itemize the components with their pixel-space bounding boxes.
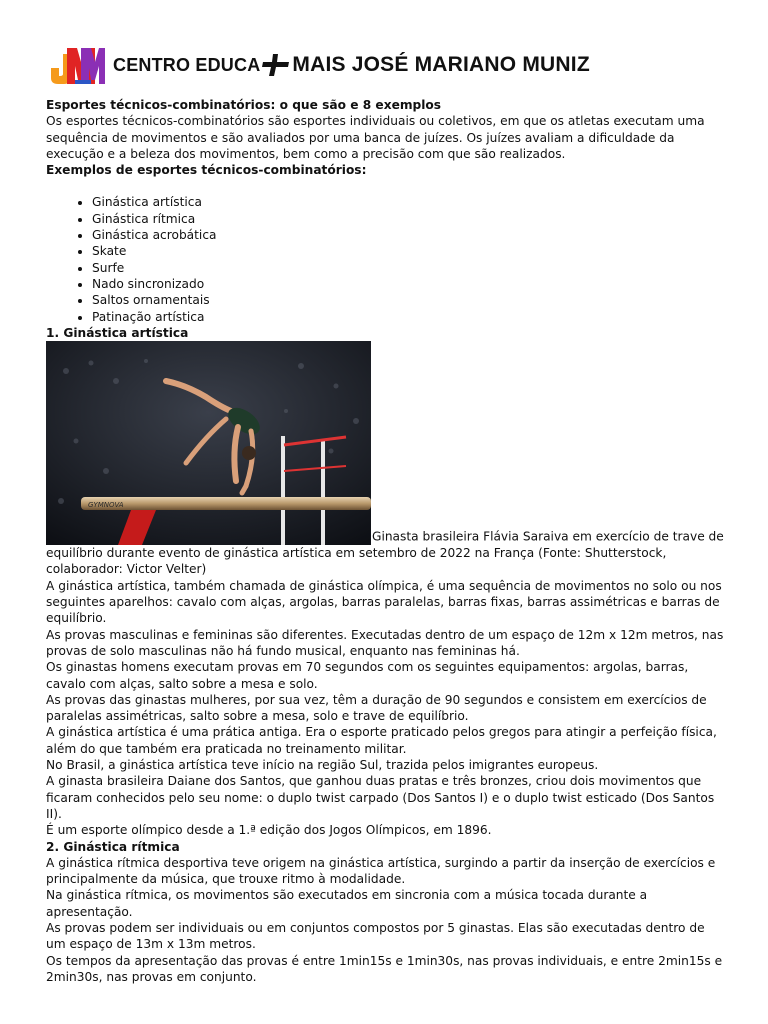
section-2-paragraph: As provas podem ser individuais ou em conjuntos compostos por 5 ginastas. Elas são executadas dentro de um espaço de 13m x 13m metros. (46, 920, 705, 952)
photo-with-caption (46, 341, 726, 578)
list-item: • Surfe (92, 260, 726, 276)
section-1-paragraph: Os ginastas homens executam provas em 70 segundos com os seguintes equipamentos: argolas, barras, cavalo com alças, salto sobre a mesa e solo. (46, 660, 689, 691)
section-1-paragraph: As provas das ginastas mulheres, por sua vez, têm a duração de 90 segundos e consistem em exercícios de paralelas assimétricas, salto sobre a mesa, solo e trave de equilíbrio. (46, 692, 707, 724)
list-item: • Ginástica acrobática (92, 227, 726, 243)
list-item: • Ginástica rítmica (92, 211, 726, 227)
intro-paragraph: Os esportes técnicos-combinatórios são esportes individuais ou coletivos, em que os atletas executam uma sequência de movimentos e são avaliados por uma banca de juízes. Os juízes avaliam a dificuldade da execução e a beleza dos movimentos, bem como a precisão com que são realizados. (46, 114, 705, 161)
jmm-logo-icon (47, 44, 107, 86)
section-1-paragraph: No Brasil, a ginástica artística teve início na região Sul, trazida pelos imigrantes europeus. (46, 758, 599, 773)
article-title: Esportes técnicos-combinatórios: o que são e 8 exemplos (46, 98, 442, 112)
school-name-part-1: CENTRO EDUCA (113, 54, 261, 75)
examples-list (46, 194, 726, 324)
list-item: • Patinação artística (92, 309, 726, 325)
photo-caption: Ginasta brasileira Flávia Saraiva em exercício de trave de equilíbrio durante evento de ginástica artística em setembro de 2022 na França (Fonte: Shutterstock, colaborador: Victor Velter) (46, 529, 724, 577)
school-header (47, 44, 590, 86)
section-1-paragraph: As provas masculinas e femininas são diferentes. Executadas dentro de um espaço de 12m x 12m metros, nas provas de solo masculinas não há fundo musical, enquanto nas femininas há. (46, 627, 724, 658)
beam-brand-label: GYMNOVA (88, 501, 124, 510)
list-item: • Saltos ornamentais (92, 292, 726, 308)
list-item: • Skate (92, 243, 726, 259)
section-1-paragraph: É um esporte olímpico desde a 1.ª edição dos Jogos Olímpicos, em 1896. (46, 823, 492, 838)
section-1-paragraph: A ginasta brasileira Daiane dos Santos, que ganhou duas pratas e três bronzes, criou dois movimentos que ficaram conhecidos pelo seu nome: o duplo twist carpado (Dos Santos I) e o duplo twist esticado (Dos Santos II). (46, 774, 715, 821)
examples-heading: Exemplos de esportes técnicos-combinatórios: (46, 163, 367, 178)
section-1-paragraph: A ginástica artística é uma prática antiga. Era o esporte praticado pelos gregos para atingir a perfeição física, além do que também era praticada no treinamento militar. (46, 725, 717, 756)
plus-icon (261, 52, 291, 78)
section-2-paragraph: A ginástica rítmica desportiva teve origem na ginástica artística, surgindo a partir da inserção de exercícios e principalmente da música, que trouxe ritmo à modalidade. (46, 855, 716, 887)
list-item: • Nado sincronizado (92, 276, 726, 292)
section-2-paragraph: Na ginástica rítmica, os movimentos são executados em sincronia com a música tocada durante a apresentação. (46, 888, 648, 919)
section-1-heading: 1. Ginástica artística (46, 325, 189, 340)
section-2-heading: 2. Ginástica rítmica (46, 839, 180, 854)
article-body (46, 97, 726, 985)
list-item: • Ginástica artística (92, 194, 726, 210)
school-name (113, 52, 590, 78)
gymnast-balance-beam-photo (46, 341, 371, 545)
school-name-part-2: MAIS JOSÉ MARIANO MUNIZ (292, 53, 590, 76)
section-1-paragraph: A ginástica artística, também chamada de ginástica olímpica, é uma sequência de movimentos no solo ou nos seguintes aparelhos: cavalo com alças, argolas, barras paralelas, barras fixas, barras assimétricas e barras de equilíbrio. (46, 578, 722, 626)
section-2-paragraph: Os tempos da apresentação das provas é entre 1min15s e 1min30s, nas provas individuais, e entre 2min15s e 2min30s, nas provas em conjunto. (46, 953, 723, 984)
